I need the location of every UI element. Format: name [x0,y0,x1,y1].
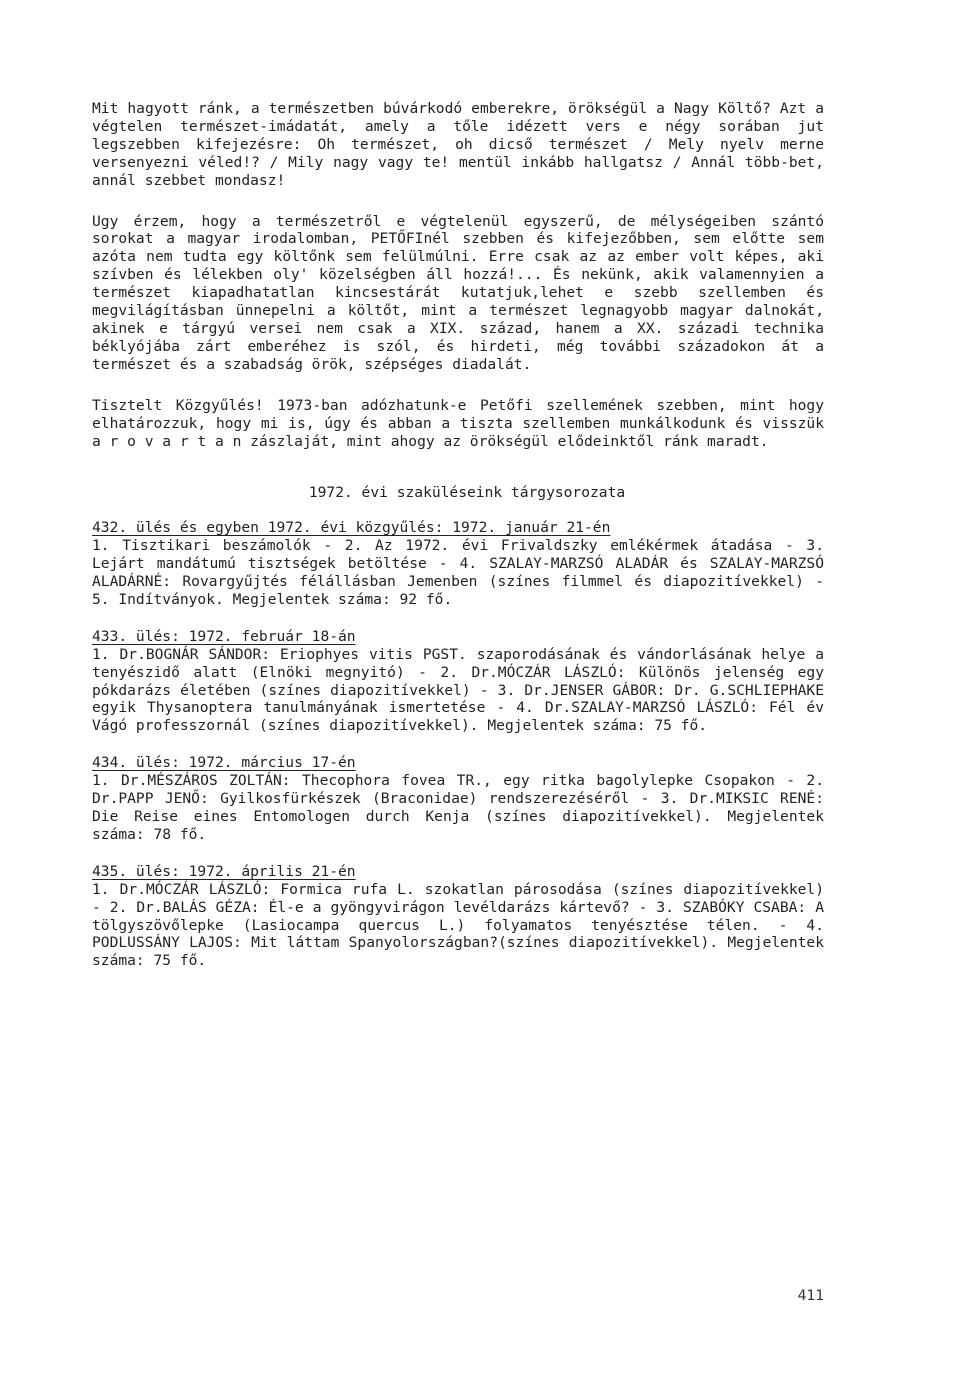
session-heading: 434. ülés: 1972. március 17-én [92,754,356,772]
session-heading: 432. ülés és egyben 1972. évi közgyűlés: 1972. január 21-én [92,519,611,537]
session-body: 1. Dr.BOGNÁR SÁNDOR: Eriophyes vitis PGST. szaporodásának és vándorlásának helye a tenyészidő alatt (Elnöki megnyitó) - 2. Dr.MÓCZÁR LÁSZLÓ: Különös jelenség egy pókdarázs életében (színes diapozitívekkel) - 3. Dr.JENSER GÁBOR: Dr. G.SCHLIEPHAKE egyik Thysanoptera tanulmányának ismertetése - 4. Dr.SZALAY-MARZSÓ LÁSZLÓ: Fél év Vágó professzornál (színes diapozitívekkel). Megjelentek száma: 75 fő. [92,645,824,735]
intro-paragraph: Mit hagyott ránk, a természetben búvárkodó emberekre, örökségül a Nagy Költő? Azt a végtelen természet-imádatát, amely a tőle idézett vers e négy sorában jut legszebben kifejezésre: Oh természet, oh dicső természet / Mely nyelv merne versenyezni véled!? / Mily nagy vagy te! mentül inkább hallgatsz / Annál több-bet, annál szebbet mondasz! [92,100,824,189]
closing-paragraph: Tisztelt Közgyűlés! 1973-ban adózhatunk-e Petőfi szellemének szebben, mint hogy elhatározzuk, hogy mi is, úgy és abban a tiszta szellemben munkálkodunk és visszük a r o v a r t a n zászlaját, mint ahogy az örökségül elődeinktől ránk maradt. [92,396,824,450]
document-page [92,100,824,1382]
session-433 [92,628,824,735]
section-title: 1972. évi szaküléseink tárgysorozata [308,484,626,502]
petofi-paragraph: Ugy érzem, hogy a természetről e végtelenül egyszerű, de mélységeiben szántó sorokat a magyar irodalomban, PETŐFInél szebben és kifejezőbben, sem előtte sem azóta nem tudta egy költőnk sem felülmúlni. Erre csak az az ember volt képes, aki szívben és lélekben oly' közelségben áll hozzá!... És nekünk, akik valamennyien a természet kiapadhatatlan kincsestárát kutatjuk,lehet e szebb szellemben és megvilágításban ünnepelni a költőt, mint a természet legnagyobb magyar dalnokát, akinek e tárgyú versei nem csak a XIX. század, hanem a XX. századi technika béklyójába zárt emberéhez is szól, és hirdeti, még további századokon át a természet és a szabadság örök, szépséges diadalát. [92,212,824,373]
page-number: 411 [797,1287,824,1304]
session-432 [92,519,824,609]
session-body: 1. Dr.MÉSZÁROS ZOLTÁN: Thecophora fovea TR., egy ritka bagolylepke Csopakon - 2. Dr.PAPP JENŐ: Gyilkosfürkészek (Braconidae) rendszerezéséről - 3. Dr.MIKSIC RENÉ: Die Reise eines Entomologen durch Kenja (színes diapozitívekkel). Megjelentek száma: 78 fő. [92,772,824,843]
session-435 [92,863,824,970]
session-body: 1. Tisztikari beszámolók - 2. Az 1972. évi Frivaldszky emlékérmek átadása - 3. Lejárt mandátumú tisztségek betöltése - 4. SZALAY-MARZSÓ ALADÁR és SZALAY-MARZSÓ ALADÁRNÉ: Rovargyűjtés félállásban Jemenben (színes filmmel és diapozitívekkel) - 5. Indítványok. Megjelentek száma: 92 fő. [92,537,824,608]
session-434 [92,754,824,844]
session-body: 1. Dr.MÓCZÁR LÁSZLÓ: Formica rufa L. szokatlan párosodása (színes diapozitívekkel) - 2. Dr.BALÁS GÉZA: Él-e a gyöngyvirágon levéldarázs kártevő? - 3. SZABÓKY CSABA: A tölgyszövőlepke (Lasiocampa quercus L.) folyamatos tenyésztése télen. - 4. PODLUSSÁNY LAJOS: Mit láttam Spanyolországban?(színes diapozitívekkel). Megjelentek száma: 75 fő. [92,880,824,970]
session-heading: 435. ülés: 1972. április 21-én [92,862,356,880]
session-heading: 433. ülés: 1972. február 18-án [92,627,356,645]
